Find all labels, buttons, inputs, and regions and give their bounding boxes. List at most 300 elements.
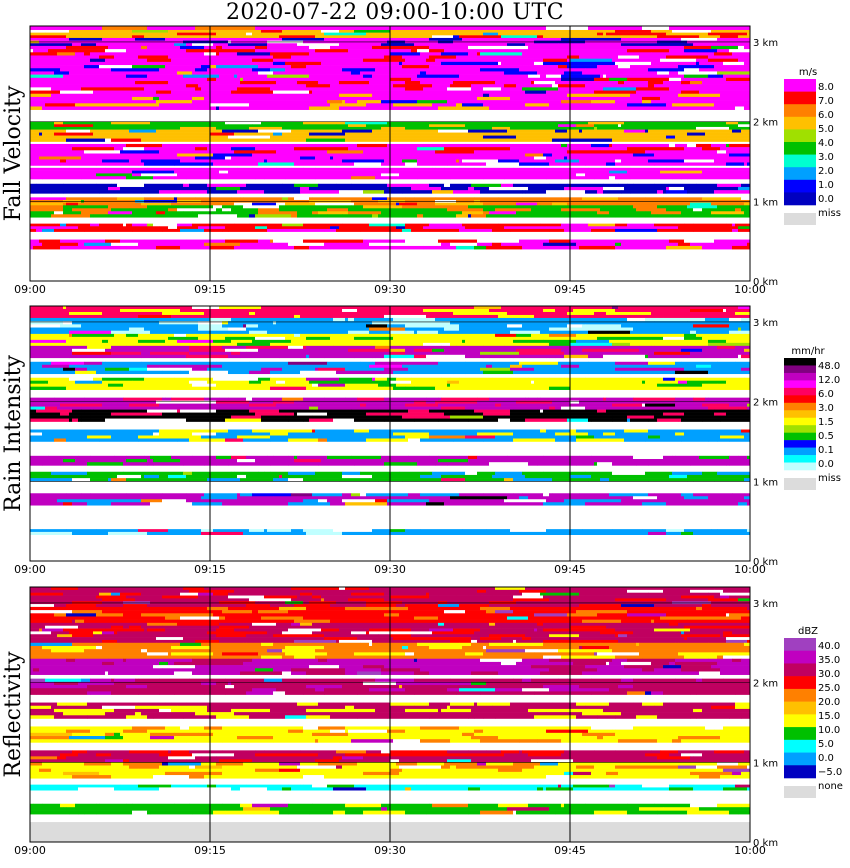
heatmap-cell xyxy=(114,433,153,436)
heatmap-cell xyxy=(30,343,57,346)
heatmap-cell xyxy=(630,159,648,162)
heatmap-cell xyxy=(282,197,288,200)
heatmap-cell xyxy=(369,331,390,334)
heatmap-cell xyxy=(30,593,63,596)
heatmap-cell xyxy=(108,685,126,688)
heatmap-cell xyxy=(342,130,372,133)
heatmap-cell xyxy=(480,65,489,68)
heatmap-cell xyxy=(126,49,153,52)
heatmap-cell xyxy=(657,71,669,74)
heatmap-cell xyxy=(195,68,207,71)
heatmap-cell xyxy=(105,649,141,652)
heatmap-cell xyxy=(720,419,750,422)
heatmap-cell xyxy=(402,309,423,312)
heatmap-cell xyxy=(564,368,591,371)
heatmap-cell xyxy=(477,637,480,640)
heatmap-cell xyxy=(57,634,72,637)
heatmap-cell xyxy=(30,136,42,139)
heatmap-cell xyxy=(228,334,243,337)
heatmap-cell xyxy=(450,243,477,246)
heatmap-cell xyxy=(555,652,588,655)
heatmap-cell xyxy=(294,187,300,190)
y-axis-title: Rain Intensity xyxy=(1,355,26,512)
heatmap-cell xyxy=(306,59,348,62)
heatmap-cell xyxy=(507,49,516,52)
heatmap-cell xyxy=(579,130,582,133)
heatmap-cell xyxy=(141,190,159,193)
heatmap-cell xyxy=(309,133,345,136)
heatmap-cell xyxy=(402,214,417,217)
heatmap-cell xyxy=(84,620,126,623)
heatmap-cell xyxy=(492,243,501,246)
heatmap-cell xyxy=(186,703,213,706)
heatmap-cell xyxy=(147,496,159,499)
heatmap-cell xyxy=(30,590,48,593)
heatmap-cell xyxy=(522,659,549,662)
heatmap-cell xyxy=(609,346,639,349)
heatmap-cell xyxy=(687,144,696,147)
heatmap-cell xyxy=(486,634,489,637)
heatmap-cell xyxy=(378,384,396,387)
heatmap-cell xyxy=(690,81,702,84)
heatmap-cell xyxy=(366,103,393,106)
heatmap-cell xyxy=(684,46,711,49)
heatmap-cell xyxy=(498,139,507,142)
heatmap-cell xyxy=(165,703,171,706)
heatmap-cell xyxy=(498,78,504,81)
heatmap-cell xyxy=(630,384,657,387)
heatmap-cell xyxy=(444,168,459,171)
heatmap-cell xyxy=(81,419,105,422)
heatmap-cell xyxy=(132,30,168,33)
heatmap-cell xyxy=(216,52,219,55)
heatmap-cell xyxy=(555,159,579,162)
heatmap-cell xyxy=(639,55,663,58)
heatmap-cell xyxy=(276,671,282,674)
heatmap-cell xyxy=(303,643,336,646)
heatmap-cell xyxy=(252,623,276,626)
heatmap-cell xyxy=(738,187,750,190)
heatmap-cell xyxy=(312,410,351,413)
heatmap-cell xyxy=(624,84,648,87)
heatmap-cell xyxy=(696,384,702,387)
heatmap-cell xyxy=(576,616,579,619)
heatmap-cell xyxy=(522,52,558,55)
heatmap-cell xyxy=(474,593,483,596)
legend-swatch xyxy=(784,365,816,373)
heatmap-cell xyxy=(297,496,309,499)
heatmap-cell xyxy=(522,159,537,162)
heatmap-cell xyxy=(111,496,144,499)
heatmap-cell xyxy=(678,62,693,65)
heatmap-cell xyxy=(738,35,750,38)
heatmap-cell xyxy=(171,631,207,634)
heatmap-cell xyxy=(678,623,702,626)
x-tick-label: 09:00 xyxy=(14,563,46,576)
heatmap-cell xyxy=(294,640,336,643)
heatmap-cell xyxy=(60,598,69,601)
heatmap-cell xyxy=(291,55,315,58)
heatmap-cell xyxy=(309,496,345,499)
heatmap-cell xyxy=(249,100,285,103)
heatmap-cell xyxy=(348,709,375,712)
heatmap-cell xyxy=(336,136,378,139)
heatmap-cell xyxy=(195,26,234,30)
heatmap-cell xyxy=(507,130,519,133)
heatmap-cell xyxy=(603,413,636,416)
heatmap-cell xyxy=(192,33,216,36)
heatmap-cell xyxy=(522,30,543,33)
heatmap-cell xyxy=(30,312,66,315)
heatmap-cell xyxy=(663,703,669,706)
heatmap-cell xyxy=(294,352,336,355)
heatmap-cell xyxy=(279,208,297,211)
heatmap-cell xyxy=(726,378,744,381)
heatmap-cell xyxy=(258,712,297,715)
heatmap-cell xyxy=(618,685,633,688)
heatmap-cell xyxy=(345,502,387,505)
heatmap-cell xyxy=(315,156,330,159)
heatmap-cell xyxy=(513,355,546,358)
heatmap-cell xyxy=(615,430,624,433)
heatmap-cell xyxy=(711,652,750,655)
heatmap-cell xyxy=(93,106,99,109)
heatmap-cell xyxy=(150,243,162,246)
heatmap-cell xyxy=(105,49,126,52)
heatmap-cell xyxy=(648,475,669,478)
heatmap-cell xyxy=(333,637,357,640)
heatmap-cell xyxy=(30,726,42,729)
heatmap-cell xyxy=(405,688,447,691)
heatmap-cell xyxy=(633,343,648,346)
heatmap-cell xyxy=(282,133,288,136)
heatmap-cell xyxy=(54,124,93,127)
heatmap-cell xyxy=(648,532,666,535)
heatmap-cell xyxy=(183,637,222,640)
heatmap-cell xyxy=(360,309,402,312)
heatmap-cell xyxy=(255,459,294,462)
heatmap-cell xyxy=(177,197,195,200)
heatmap-cell xyxy=(66,652,108,655)
heatmap-cell xyxy=(627,49,669,52)
heatmap-cell xyxy=(576,315,609,318)
heatmap-cell xyxy=(195,144,201,147)
heatmap-cell xyxy=(156,106,198,109)
heatmap-cell xyxy=(252,59,273,62)
heatmap-cell xyxy=(684,337,702,340)
heatmap-cell xyxy=(216,410,249,413)
heatmap-cell xyxy=(729,596,735,599)
heatmap-cell xyxy=(171,598,174,601)
heatmap-cell xyxy=(168,496,201,499)
heatmap-cell xyxy=(714,168,717,171)
heatmap-cell xyxy=(246,100,249,103)
legend-unit: m/s xyxy=(798,67,818,78)
heatmap-cell xyxy=(30,154,66,157)
heatmap-cell xyxy=(63,459,75,462)
heatmap-cell xyxy=(300,127,321,130)
heatmap-cell xyxy=(588,52,609,55)
heatmap-cell xyxy=(78,433,105,436)
heatmap-cell xyxy=(75,368,87,371)
heatmap-cell xyxy=(618,65,630,68)
legend-swatch xyxy=(784,463,816,471)
heatmap-cell xyxy=(420,81,453,84)
heatmap-cell xyxy=(582,197,585,200)
heatmap-cell xyxy=(375,176,390,179)
heatmap-cell xyxy=(177,33,192,36)
heatmap-cell xyxy=(30,413,60,416)
heatmap-cell xyxy=(477,398,489,401)
heatmap-cell xyxy=(99,315,138,318)
heatmap-cell xyxy=(498,159,519,162)
heatmap-cell xyxy=(744,435,750,438)
heatmap-cell xyxy=(264,190,300,193)
heatmap-cell xyxy=(717,49,729,52)
heatmap-cell xyxy=(510,173,522,176)
heatmap-cell xyxy=(369,652,405,655)
heatmap-cell xyxy=(285,100,327,103)
heatmap-cell xyxy=(330,171,366,174)
heatmap-cell xyxy=(279,205,315,208)
heatmap-cell xyxy=(438,368,453,371)
heatmap-cell xyxy=(30,240,39,243)
x-tick-label: 09:00 xyxy=(14,283,46,296)
heatmap-cell xyxy=(375,709,396,712)
heatmap-cell xyxy=(486,712,513,715)
heatmap-cell xyxy=(288,629,321,632)
heatmap-cell xyxy=(648,355,666,358)
heatmap-cell xyxy=(216,384,252,387)
heatmap-cell xyxy=(297,171,330,174)
heatmap-cell xyxy=(594,124,597,127)
heatmap-cell xyxy=(594,154,618,157)
y-tick-label: 1 km xyxy=(753,477,779,489)
heatmap-cell xyxy=(177,438,189,441)
heatmap-cell xyxy=(156,100,192,103)
heatmap-cell xyxy=(72,59,90,62)
heatmap-cell xyxy=(333,246,360,249)
heatmap-cell xyxy=(102,362,105,365)
heatmap-cell xyxy=(459,607,477,610)
heatmap-cell xyxy=(639,349,675,352)
heatmap-cell xyxy=(483,26,510,30)
heatmap-cell xyxy=(402,620,441,623)
heatmap-cell xyxy=(408,94,414,97)
heatmap-cell xyxy=(675,662,714,665)
heatmap-cell xyxy=(342,35,372,38)
heatmap-cell xyxy=(555,607,576,610)
heatmap-cell xyxy=(276,81,297,84)
heatmap-cell xyxy=(678,381,687,384)
heatmap-cell xyxy=(702,334,720,337)
heatmap-cell xyxy=(126,59,147,62)
heatmap-cell xyxy=(678,631,681,634)
heatmap-cell xyxy=(705,726,723,729)
heatmap-cell xyxy=(309,150,324,153)
heatmap-cell xyxy=(144,309,180,312)
heatmap-cell xyxy=(117,430,144,433)
heatmap-cell xyxy=(213,43,228,46)
heatmap-cell xyxy=(438,94,441,97)
heatmap-cell xyxy=(126,346,168,349)
heatmap-cell xyxy=(600,671,618,674)
heatmap-cell xyxy=(45,33,84,36)
heatmap-cell xyxy=(468,668,504,671)
heatmap-cell xyxy=(273,668,291,671)
heatmap-cell xyxy=(480,162,486,165)
heatmap-cell xyxy=(135,100,156,103)
heatmap-cell xyxy=(504,78,519,81)
heatmap-cell xyxy=(669,668,681,671)
heatmap-cell xyxy=(363,154,375,157)
heatmap-cell xyxy=(285,328,297,331)
heatmap-cell xyxy=(93,631,102,634)
heatmap-cell xyxy=(147,168,189,171)
heatmap-cell xyxy=(714,368,717,371)
heatmap-cell xyxy=(183,715,216,718)
heatmap-cell xyxy=(180,187,216,190)
heatmap-cell xyxy=(390,656,408,659)
heatmap-cell xyxy=(732,604,750,607)
heatmap-cell xyxy=(246,643,261,646)
heatmap-cell xyxy=(552,154,594,157)
heatmap-cell xyxy=(543,596,567,599)
heatmap-cell xyxy=(483,652,513,655)
heatmap-cell xyxy=(435,631,474,634)
heatmap-cell xyxy=(738,55,750,58)
heatmap-cell xyxy=(228,607,264,610)
heatmap-cell xyxy=(636,715,657,718)
heatmap-cell xyxy=(147,629,156,632)
heatmap-cell xyxy=(465,226,483,229)
heatmap-cell xyxy=(618,197,645,200)
heatmap-cell xyxy=(459,75,492,78)
heatmap-cell xyxy=(609,176,615,179)
heatmap-cell xyxy=(333,401,375,404)
heatmap-cell xyxy=(651,62,678,65)
heatmap-cell xyxy=(195,712,234,715)
heatmap-cell xyxy=(420,529,462,532)
heatmap-cell xyxy=(189,318,195,321)
heatmap-cell xyxy=(459,604,489,607)
heatmap-cell xyxy=(516,154,525,157)
heatmap-cell xyxy=(738,598,750,601)
heatmap-cell xyxy=(447,100,462,103)
heatmap-cell xyxy=(66,340,102,343)
heatmap-cell xyxy=(693,404,699,407)
heatmap-cell xyxy=(33,365,42,368)
heatmap-cell xyxy=(741,103,750,106)
heatmap-cell xyxy=(147,715,153,718)
heatmap-cell xyxy=(618,312,651,315)
heatmap-cell xyxy=(174,362,213,365)
heatmap-cell xyxy=(522,87,558,90)
heatmap-cell xyxy=(459,229,492,232)
heatmap-cell xyxy=(216,715,249,718)
heatmap-cell xyxy=(246,33,252,36)
heatmap-cell xyxy=(588,49,624,52)
heatmap-cell xyxy=(306,355,309,358)
heatmap-cell xyxy=(234,712,258,715)
heatmap-cell xyxy=(207,709,231,712)
heatmap-cell xyxy=(495,656,516,659)
heatmap-cell xyxy=(576,607,618,610)
heatmap-cell xyxy=(342,685,357,688)
heatmap-cell xyxy=(372,378,375,381)
heatmap-cell xyxy=(63,208,72,211)
heatmap-cell xyxy=(156,91,171,94)
heatmap-cell xyxy=(147,337,162,340)
heatmap-cell xyxy=(666,55,708,58)
heatmap-cell xyxy=(576,214,615,217)
heatmap-cell xyxy=(705,607,735,610)
heatmap-cell xyxy=(411,139,414,142)
heatmap-cell xyxy=(339,190,363,193)
heatmap-cell xyxy=(54,398,84,401)
heatmap-cell xyxy=(591,456,630,459)
heatmap-cell xyxy=(699,629,735,632)
heatmap-cell xyxy=(561,38,582,41)
heatmap-cell xyxy=(354,318,366,321)
heatmap-cell xyxy=(744,162,747,165)
heatmap-cell xyxy=(717,475,720,478)
heatmap-cell xyxy=(93,324,117,327)
heatmap-cell xyxy=(399,203,417,206)
heatmap-cell xyxy=(471,671,498,674)
heatmap-cell xyxy=(441,59,480,62)
heatmap-cell xyxy=(108,171,132,174)
heatmap-cell xyxy=(384,706,390,709)
heatmap-cell xyxy=(642,97,660,100)
heatmap-cell xyxy=(357,691,393,694)
heatmap-cell xyxy=(222,71,243,74)
heatmap-cell xyxy=(243,532,285,535)
heatmap-cell xyxy=(297,84,306,87)
heatmap-cell xyxy=(183,318,189,321)
heatmap-cell xyxy=(420,337,453,340)
heatmap-cell xyxy=(615,368,651,371)
heatmap-cell xyxy=(537,71,564,74)
heatmap-cell xyxy=(273,122,303,125)
heatmap-cell xyxy=(687,78,714,81)
heatmap-cell xyxy=(270,726,276,729)
heatmap-cell xyxy=(39,629,42,632)
heatmap-cell xyxy=(54,211,63,214)
heatmap-cell xyxy=(708,496,744,499)
heatmap-cell xyxy=(111,203,141,206)
heatmap-cell xyxy=(447,381,459,384)
heatmap-cell xyxy=(216,187,240,190)
heatmap-cell xyxy=(660,65,678,68)
heatmap-cell xyxy=(630,371,657,374)
heatmap-cell xyxy=(246,475,261,478)
heatmap-cell xyxy=(66,130,90,133)
heatmap-cell xyxy=(72,371,75,374)
heatmap-cell xyxy=(207,176,216,179)
heatmap-cell xyxy=(480,352,519,355)
heatmap-cell xyxy=(315,688,324,691)
heatmap-cell xyxy=(666,532,678,535)
heatmap-cell xyxy=(180,626,219,629)
heatmap-cell xyxy=(156,246,180,249)
heatmap-cell xyxy=(87,100,123,103)
heatmap-cell xyxy=(450,154,486,157)
heatmap-cell xyxy=(558,532,576,535)
heatmap-cell xyxy=(666,187,669,190)
heatmap-cell xyxy=(633,456,663,459)
heatmap-cell xyxy=(273,456,288,459)
